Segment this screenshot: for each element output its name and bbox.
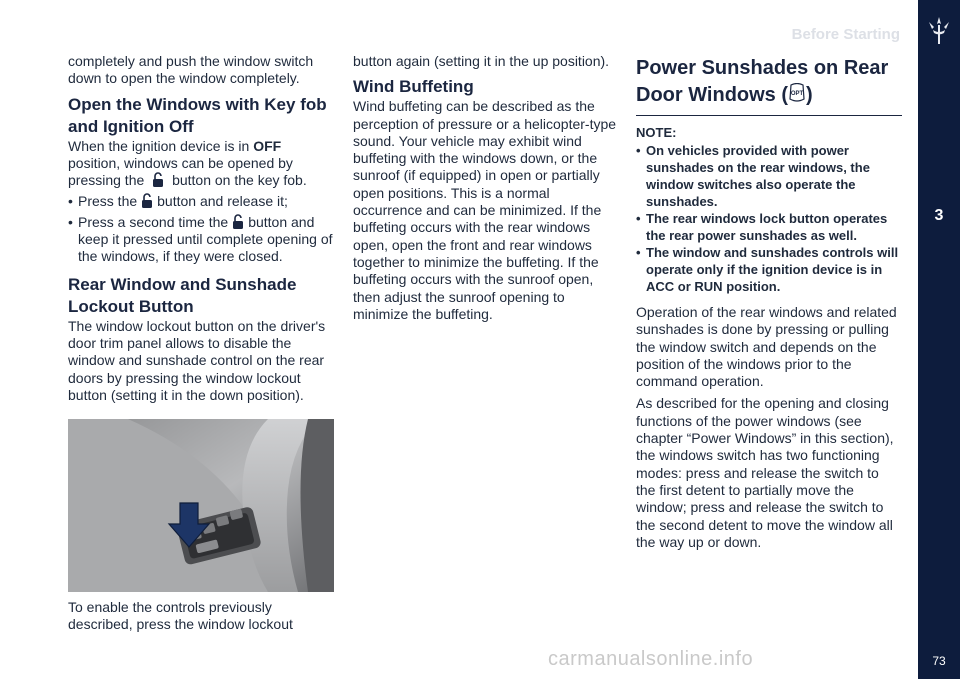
section-header: Before Starting [791, 26, 900, 43]
opt-icon [788, 83, 806, 103]
watermark: carmanualsonline.info [548, 648, 754, 670]
list-item: • The rear windows lock button operates the rear power sunshades as well. [636, 210, 902, 244]
note-block [636, 124, 902, 295]
unlock-key-icon [152, 172, 164, 188]
heading-power-sunshades: Power Sunshades on Rear Door Windows ( OPT ) [636, 57, 889, 106]
list-item: • On vehicles provided with power sunshades on the rear windows, the window switches also operate the sunshades. [636, 142, 902, 210]
intro-paragraph: completely and push the window switch down to open the window completely. [68, 53, 314, 87]
list-item: • The window and sunshades controls will operate only if the ignition device is in ACC or RUN position. [636, 244, 902, 295]
unlock-key-icon [141, 193, 153, 209]
operation-paragraph: Operation of the rear windows and related sunshades is done by pressing or pulling the window switch and depends on the position of the windows prior to the command operation. [636, 304, 897, 390]
wind-paragraph: Wind buffeting can be described as the perception of pressure or a helicopter-type sound. Your vehicle may exhibit wind buffeting with the windows down, or the sunroof (if equipped) in open or partially open positions. This is a normal occurrence and can be minimized. If the buffeting occurs with the rear windows open, open the front and rear windows together to minimize the buffeting. If the buffeting occurs with the sunroof open, then adjust the sunroof opening to minimize the buffeting. [353, 98, 617, 322]
column-1 [68, 53, 334, 634]
list-item: • Press the button and release it; [68, 193, 334, 210]
heading-divider [636, 115, 902, 116]
heading-lockout: Rear Window and Sunshade Lockout Button [68, 274, 297, 316]
keyfob-steps [68, 193, 334, 265]
chapter-sidebar [918, 0, 960, 679]
chapter-number: 3 [934, 207, 944, 224]
after-photo-paragraph: To enable the controls previously described, press the window lockout [68, 599, 293, 633]
keyfob-paragraph: When the ignition device is in OFF position, windows can be opened by pressing the button on the key fob. [68, 137, 307, 189]
svg-text:OPT: OPT [790, 91, 804, 97]
page-number: 73 [932, 654, 946, 668]
unlock-key-icon [232, 214, 244, 230]
column-2 [353, 53, 617, 323]
modes-paragraph: As described for the opening and closing functions of the power windows (see chapter “Power Windows” in this section), the windows switch has two functioning modes: press and release the switch to the first detent to partially move the window; press and release the switch to the second detent to move the window all the way up or down. [636, 395, 894, 550]
note-label: NOTE: [636, 125, 677, 140]
continued-paragraph: button again (setting it in the up position). [353, 53, 610, 69]
trident-logo-icon [925, 16, 953, 46]
heading-wind-buffeting: Wind Buffeting [353, 77, 474, 97]
list-item: • Press a second time the button and keep it pressed until complete opening of the windows, if they were closed. [68, 214, 334, 266]
door-panel-photo [68, 419, 334, 592]
lockout-paragraph: The window lockout button on the driver's door trim panel allows to disable the window and sunshade control on the rear doors by pressing the window lockout button (setting it in the down position). [68, 317, 326, 403]
column-3 [636, 55, 902, 551]
off-label: OFF [253, 137, 282, 154]
heading-keyfob: Open the Windows with Key fob and Ignition Off [68, 94, 327, 136]
